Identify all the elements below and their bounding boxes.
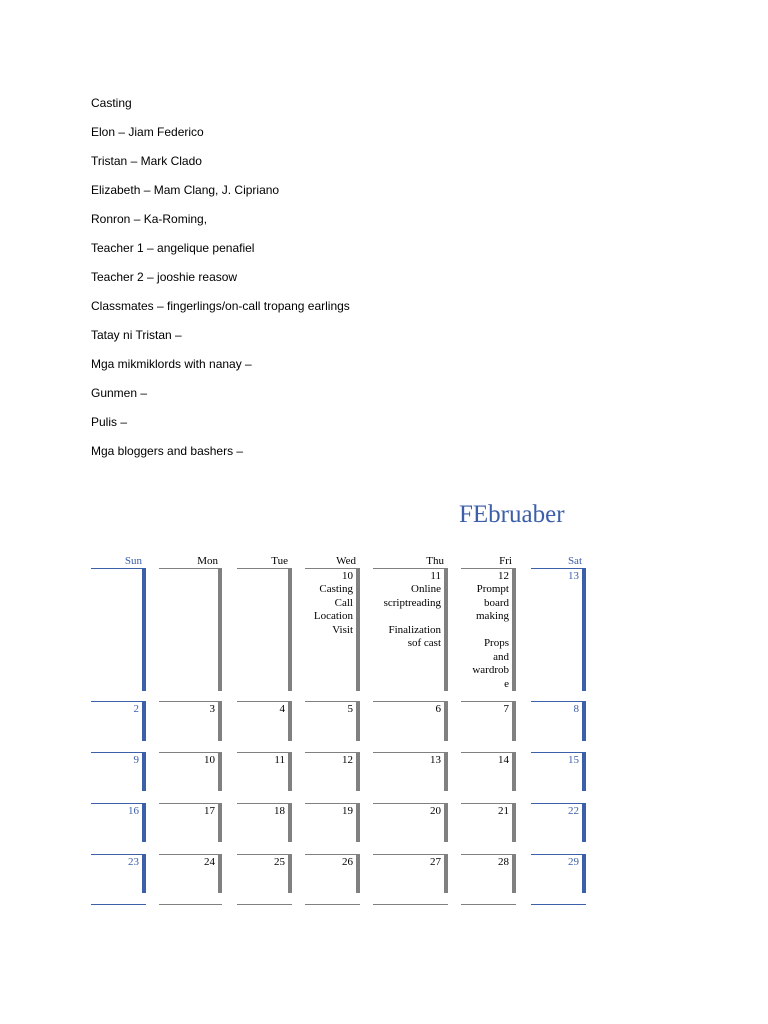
day-number: 5 [347,703,353,715]
calendar-day-cell [461,854,516,892]
calendar-day-cell [461,803,516,841]
calendar-bottom-rule [91,904,146,905]
cell-border [218,753,222,791]
calendar-day-cell [531,568,586,690]
cell-border [444,855,448,893]
calendar-day-cell [373,803,448,841]
cell-border [582,569,586,691]
casting-line: Gunmen – [91,386,148,400]
day-note: Online scriptreading Finalization sof cast [383,583,441,649]
calendar-day-cell [305,568,360,690]
day-note: Prompt board making Props and wardrob e [472,583,509,690]
calendar-month-title: FEbruaber [459,501,565,528]
casting-line: Ronron – Ka-Roming, [91,212,208,226]
cell-border [582,702,586,741]
calendar-day-cell [373,568,448,690]
day-number: 24 [204,856,215,868]
cell-border [288,702,292,741]
calendar-day-cell [237,803,292,841]
day-number: 17 [204,805,215,817]
calendar-day-cell [91,568,146,690]
day-number: 15 [568,754,579,766]
cell-border [582,855,586,893]
day-number: 8 [573,703,579,715]
casting-line: Mga mikmiklords with nanay – [91,357,252,371]
day-header-thu: Thu [426,555,444,567]
calendar-day-cell [531,803,586,841]
day-number: 10 [342,570,353,582]
day-header-sun: Sun [124,555,142,567]
casting-list [91,92,350,469]
day-number: 27 [430,856,441,868]
day-number: 9 [133,754,139,766]
day-number: 29 [568,856,579,868]
calendar-day-cell [305,701,360,740]
cell-border [512,855,516,893]
day-number: 25 [274,856,285,868]
day-header-sat: Sat [567,555,582,567]
day-header-fri: Fri [499,555,512,567]
calendar-day-cell [159,568,222,690]
calendar-day-cell [461,568,516,690]
cell-border [444,702,448,741]
cell-border [356,753,360,791]
cell-border [218,702,222,741]
calendar-day-cell [531,854,586,892]
calendar-bottom-rule [461,904,516,905]
calendar-day-cell [373,854,448,892]
calendar-day-cell [237,701,292,740]
casting-line: Teacher 1 – angelique penafiel [91,241,255,255]
day-header-tue: Tue [271,555,288,567]
cell-border [142,855,146,893]
cell-border [142,569,146,691]
casting-line: Classmates – fingerlings/on-call tropang earlings [91,299,350,313]
calendar-day-cell [237,568,292,690]
calendar-day-cell [91,701,146,740]
calendar-bottom-rule [237,904,292,905]
calendar-day-cell [159,701,222,740]
calendar-day-cell [531,701,586,740]
calendar-day-cell [159,854,222,892]
calendar-day-cell [159,803,222,841]
calendar-day-cell [91,803,146,841]
calendar-day-cell [237,854,292,892]
cell-border [288,855,292,893]
cell-border [582,753,586,791]
cell-border [512,753,516,791]
day-number: 19 [342,805,353,817]
day-number: 22 [568,805,579,817]
cell-border [142,702,146,741]
cell-border [288,804,292,842]
calendar-day-cell [305,803,360,841]
cell-border [512,702,516,741]
cell-border [218,855,222,893]
cell-border [356,702,360,741]
day-number: 12 [498,570,509,582]
cell-border [582,804,586,842]
day-number: 16 [128,805,139,817]
cell-border [356,804,360,842]
day-header-mon: Mon [197,555,218,567]
cell-border [444,804,448,842]
casting-line: Tristan – Mark Clado [91,154,202,168]
day-number: 21 [498,805,509,817]
day-number: 26 [342,856,353,868]
day-number: 10 [204,754,215,766]
calendar-bottom-rule [305,904,360,905]
cell-border [444,753,448,791]
cell-border [142,753,146,791]
calendar-bottom-rule [159,904,222,905]
calendar-day-cell [373,752,448,790]
day-number: 6 [435,703,441,715]
casting-line: Tatay ni Tristan – [91,328,182,342]
casting-line: Pulis – [91,415,128,429]
cell-border [218,804,222,842]
casting-line: Teacher 2 – jooshie reasow [91,270,238,284]
cell-border [512,804,516,842]
cell-border [142,804,146,842]
day-number: 13 [430,754,441,766]
calendar-bottom-rule [531,904,586,905]
calendar-day-cell [461,752,516,790]
calendar-day-cell [305,854,360,892]
day-number: 2 [133,703,139,715]
casting-line: Mga bloggers and bashers – [91,444,244,458]
cell-border [288,569,292,691]
cell-border [218,569,222,691]
calendar-day-cell [531,752,586,790]
calendar-day-cell [159,752,222,790]
day-number: 3 [209,703,215,715]
day-number: 18 [274,805,285,817]
day-number: 7 [503,703,509,715]
calendar-day-cell [237,752,292,790]
day-number: 28 [498,856,509,868]
day-note: Casting Call Location Visit [313,583,353,636]
day-number: 23 [128,856,139,868]
day-number: 13 [568,570,579,582]
day-number: 12 [342,754,353,766]
calendar-bottom-rule [373,904,448,905]
calendar-day-cell [91,752,146,790]
cell-border [356,855,360,893]
cell-border [288,753,292,791]
calendar-day-cell [373,701,448,740]
calendar-day-cell [91,854,146,892]
calendar-day-cell [305,752,360,790]
day-number: 4 [279,703,285,715]
calendar-day-cell [461,701,516,740]
casting-line: Elon – Jiam Federico [91,125,204,139]
day-header-wed: Wed [336,555,356,567]
day-number: 20 [430,805,441,817]
cell-border [356,569,360,691]
casting-title: Casting [91,96,132,110]
day-number: 14 [498,754,509,766]
cell-border [512,569,516,691]
day-number: 11 [274,754,285,766]
cell-border [444,569,448,691]
casting-line: Elizabeth – Mam Clang, J. Cipriano [91,183,280,197]
day-number: 11 [430,570,441,582]
